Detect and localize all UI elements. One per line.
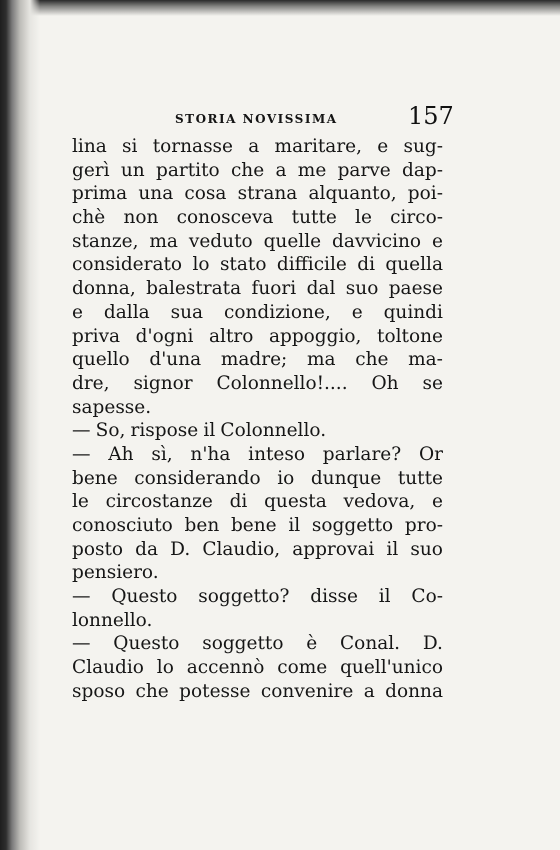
text-line: chè non conosceva tutte le circo- [72,207,443,229]
text-line: lina si tornasse a maritare, e sug- [72,136,443,157]
text-line: stanze, ma veduto quelle davvicino e [72,230,443,252]
text-line: quello d'una madre; ma che ma- [72,349,443,371]
text-line: bene considerando io dunque tutte [72,467,443,489]
text-line: sposo che potesse convenire a donna [72,680,443,702]
text-line: posto da D. Claudio, approvai il suo [72,538,443,560]
page-header [70,102,454,136]
text-line: dre, signor Colonnello!.... Oh se [72,372,443,394]
text-line: — So, rispose il Colonnello. [72,420,327,442]
binding-shadow [0,0,40,850]
text-line: — Ah sì, n'ha inteso parlare? Or [72,443,443,465]
text-line: lonnello. [72,609,153,631]
body-text [72,135,443,704]
text-line: gerì un partito che a me parve dap- [72,159,443,181]
text-line: donna, balestrata fuori dal suo paese [72,278,443,300]
running-head: STORIA NOVISSIMA [175,112,338,126]
text-line: — Questo soggetto è Conal. D. [72,633,443,655]
text-line: Claudio lo accennò come quell'unico [72,657,443,679]
text-line: — Questo soggetto? disse il Co- [72,586,443,608]
text-line: e dalla sua condizione, e quindi [72,301,443,323]
text-line: priva d'ogni altro appoggio, toltone [72,325,443,347]
page-number: 157 [408,102,454,130]
text-line: prima una cosa strana alquanto, poi- [72,183,443,205]
text-line: le circostanze di questa vedova, e [72,491,443,513]
text-line: pensiero. [72,562,159,584]
text-line: conosciuto ben bene il soggetto pro- [72,515,443,536]
text-line: sapesse. [72,396,152,418]
top-edge-shadow [0,0,560,16]
text-line: considerato lo stato difficile di quella [72,254,443,276]
